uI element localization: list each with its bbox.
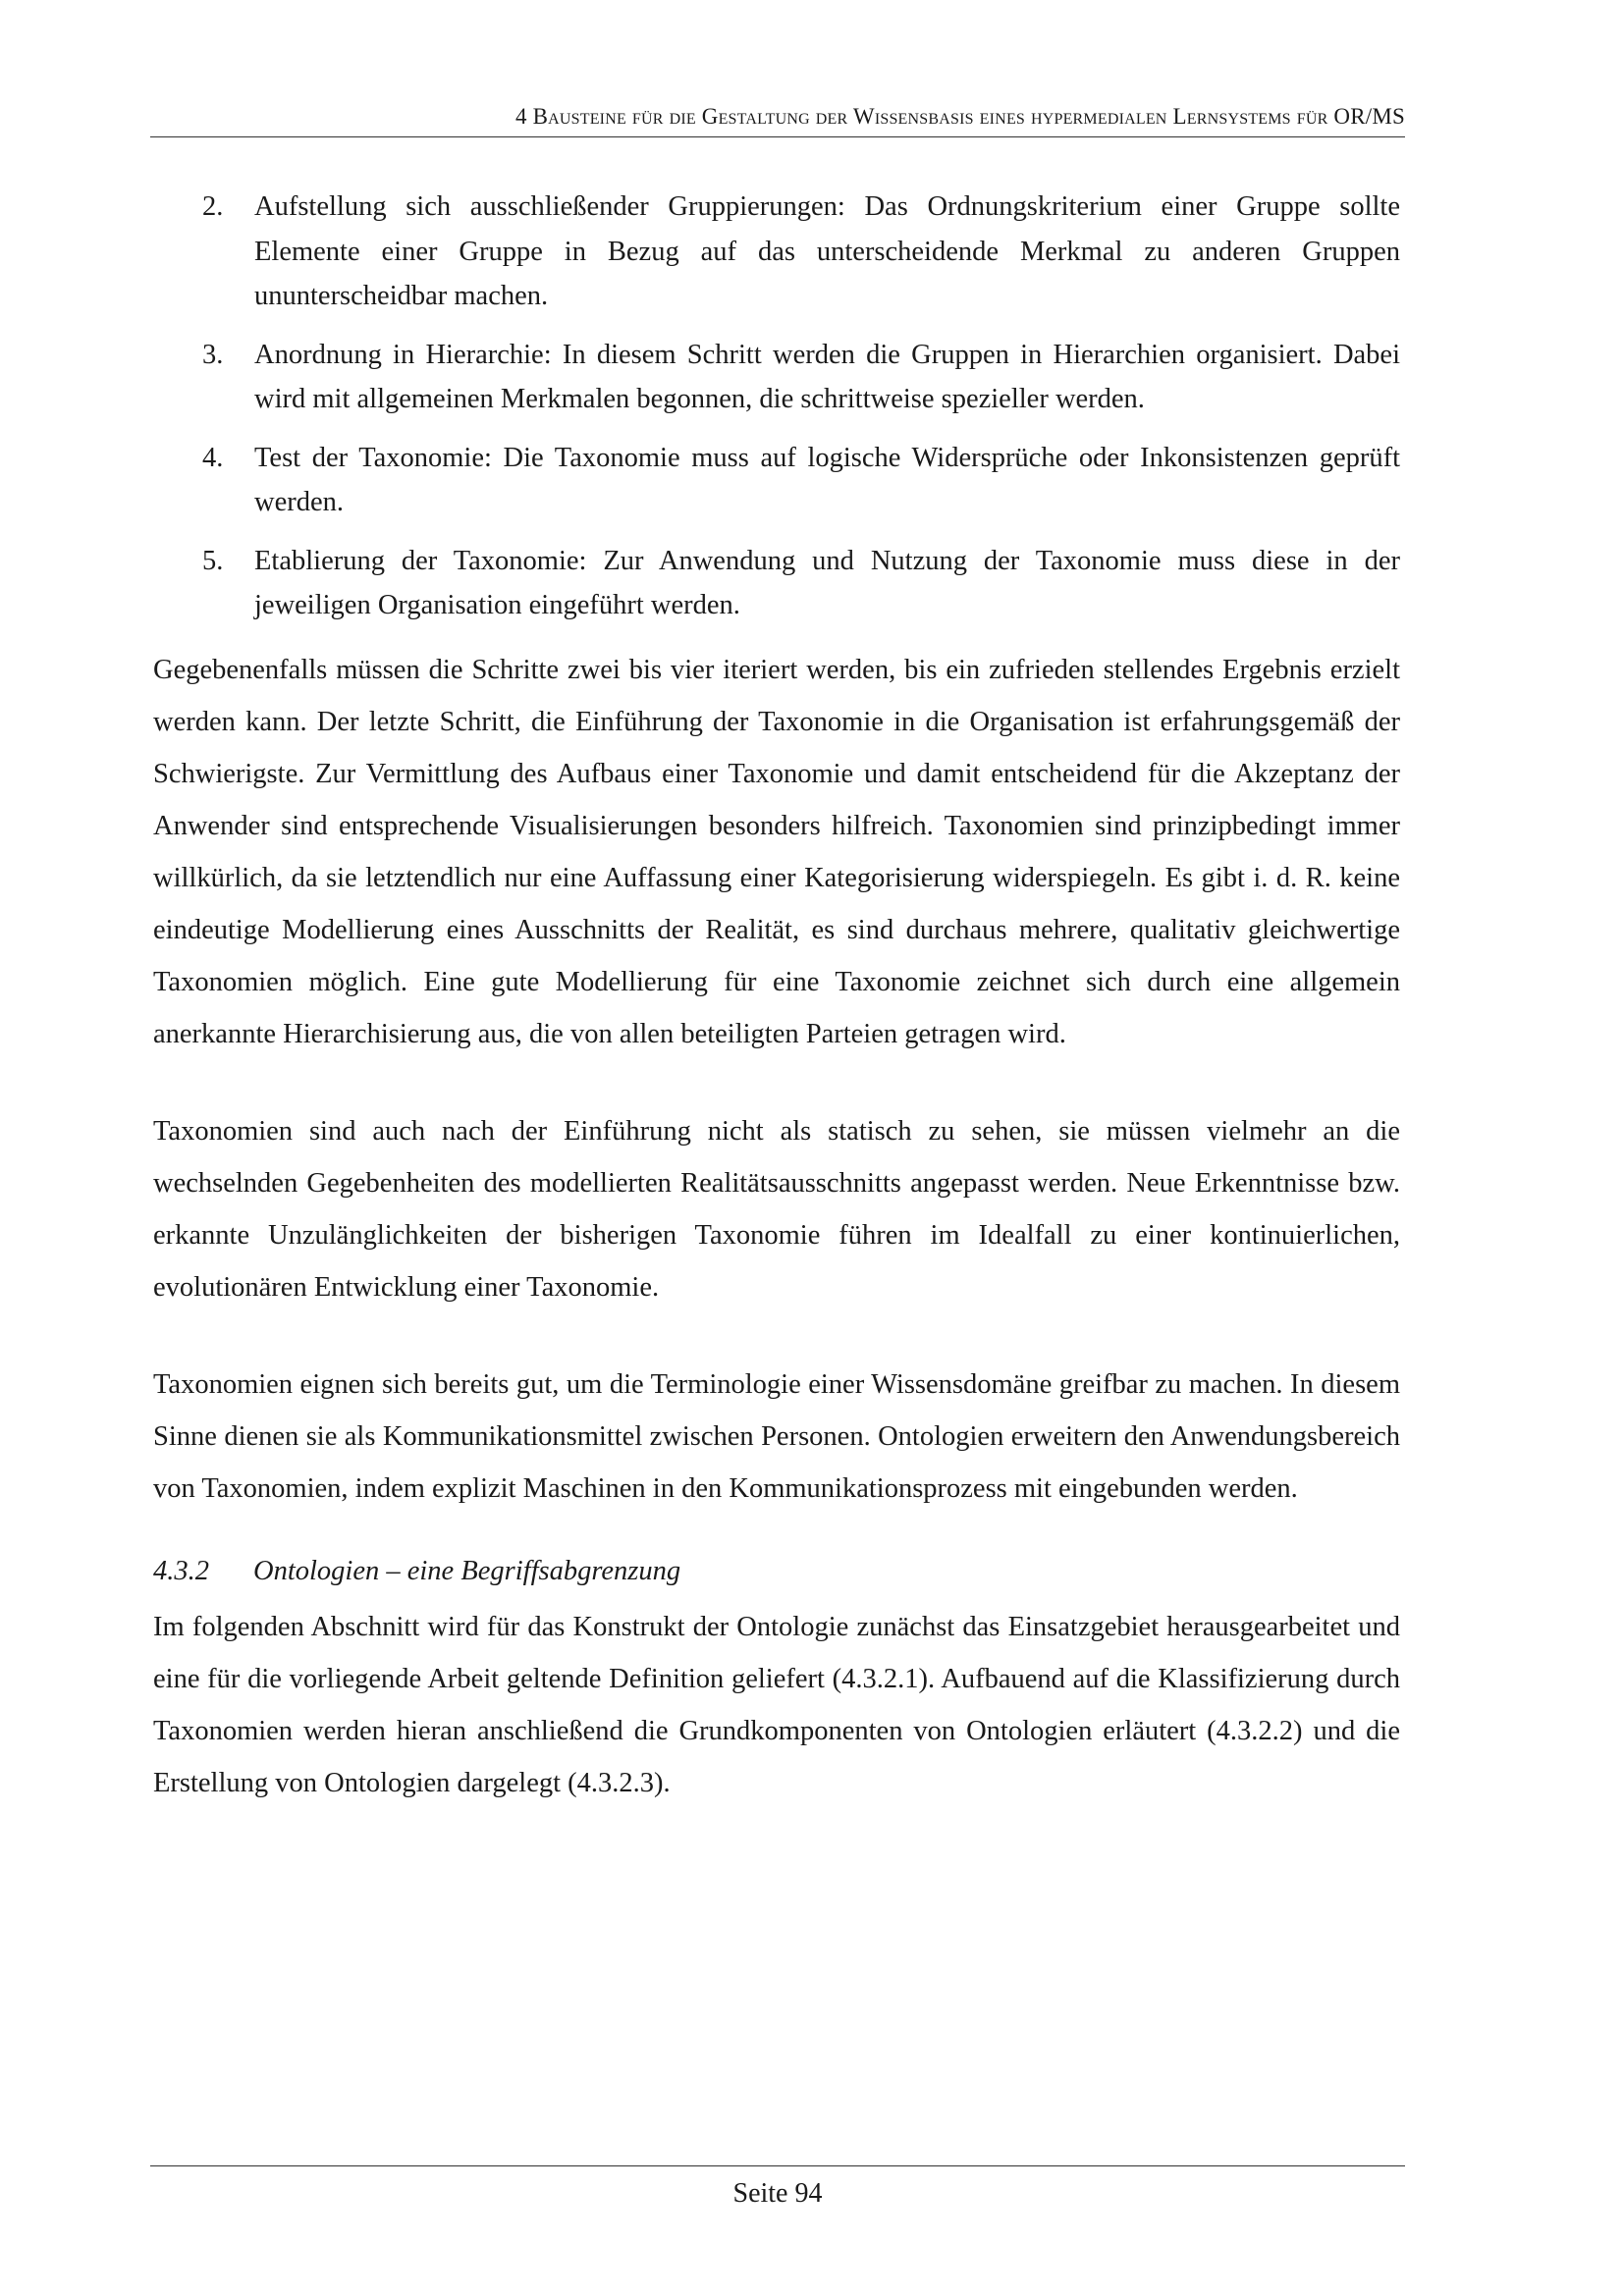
page-body [153, 185, 1400, 1809]
list-item [153, 436, 1400, 525]
running-header: 4 Bausteine für die Gestaltung der Wissensbasis eines hypermedialen Lernsystems für OR/MS [514, 104, 1405, 129]
list-item-text: Test der Taxonomie: Die Taxonomie muss auf logische Widersprüche oder Inkonsistenzen geprüft werden. [254, 442, 1400, 517]
list-item [153, 539, 1400, 628]
list-item [153, 333, 1400, 422]
footer-rule [150, 2165, 1405, 2166]
list-item-number: 5. [202, 545, 224, 576]
paragraph: Taxonomien eignen sich bereits gut, um die Terminologie einer Wissensdomäne greifbar zu machen. In diesem Sinne dienen sie als Kommunikationsmittel zwischen Personen. Ontologien erweitern den Anwendungsbereich von Taxonomien, indem explizit Maschinen in den Kommunikationsprozess mit eingebunden werden. [153, 1368, 1400, 1504]
numbered-list [153, 185, 1400, 628]
list-item-number: 3. [202, 339, 224, 370]
list-item-text: Anordnung in Hierarchie: In diesem Schritt werden die Gruppen in Hierarchien organisiert. Dabei wird mit allgemeinen Merkmalen begonnen, die schrittweise spezieller werden. [254, 339, 1400, 414]
section-paragraph: Im folgenden Abschnitt wird für das Konstrukt der Ontologie zunächst das Einsatzgebiet herausgearbeitet und eine für die vorliegende Arbeit geltende Definition geliefert (4.3.2.1). Aufbauend auf die Klassifizierung durch Taxonomien werden hieran anschließend die Grundkomponenten von Ontologien erläutert (4.3.2.2) und die Erstellung von Ontologien dargelegt (4.3.2.3). [153, 1611, 1400, 1798]
paragraph: Gegebenenfalls müssen die Schritte zwei bis vier iteriert werden, bis ein zufrieden stellendes Ergebnis erzielt werden kann. Der letzte Schritt, die Einführung der Taxonomie in die Organisation ist erfahrungsgemäß der Schwierigste. Zur Vermittlung des Aufbaus einer Taxonomie und damit entscheidend für die Akzeptanz der Anwender sind entsprechende Visualisierungen besonders hilfreich. Taxonomien sind prinzipbedingt immer willkürlich, da sie letztendlich nur eine Auffassung einer Kategorisierung widerspiegeln. Es gibt i. d. R. keine eindeutige Modellierung eines Ausschnitts der Realität, es sind durchaus mehrere, qualitativ gleichwertige Taxonomien möglich. Eine gute Modellierung für eine Taxonomie zeichnet sich durch eine allgemein anerkannte Hierarchisierung aus, die von allen beteiligten Parteien getragen wird. [153, 654, 1400, 1049]
section-title: Ontologien – eine Begriffsabgrenzung [253, 1555, 681, 1586]
section-heading [153, 1542, 1400, 1601]
list-item-text: Aufstellung sich ausschließender Gruppierungen: Das Ordnungskriterium einer Gruppe sollte Elemente einer Gruppe in Bezug auf das unterscheidende Merkmal zu anderen Gruppen ununterscheidbar machen. [254, 191, 1400, 311]
page-number: Seite 94 [732, 2178, 823, 2209]
header-rule [150, 136, 1405, 137]
section-number: 4.3.2 [153, 1555, 209, 1586]
paragraph: Taxonomien sind auch nach der Einführung nicht als statisch zu sehen, sie müssen vielmehr an die wechselnden Gegebenheiten des modellierten Realitätsausschnitts angepasst werden. Neue Erkenntnisse bzw. erkannte Unzulänglichkeiten der bisherigen Taxonomie führen im Idealfall zu einer kontinuierlichen, evolutionären Entwicklung einer Taxonomie. [153, 1115, 1400, 1303]
list-item [153, 185, 1400, 319]
list-item-number: 4. [202, 442, 224, 473]
list-item-number: 2. [202, 191, 224, 222]
list-item-text: Etablierung der Taxonomie: Zur Anwendung und Nutzung der Taxonomie muss diese in der jeweiligen Organisation eingeführt werden. [254, 545, 1400, 620]
